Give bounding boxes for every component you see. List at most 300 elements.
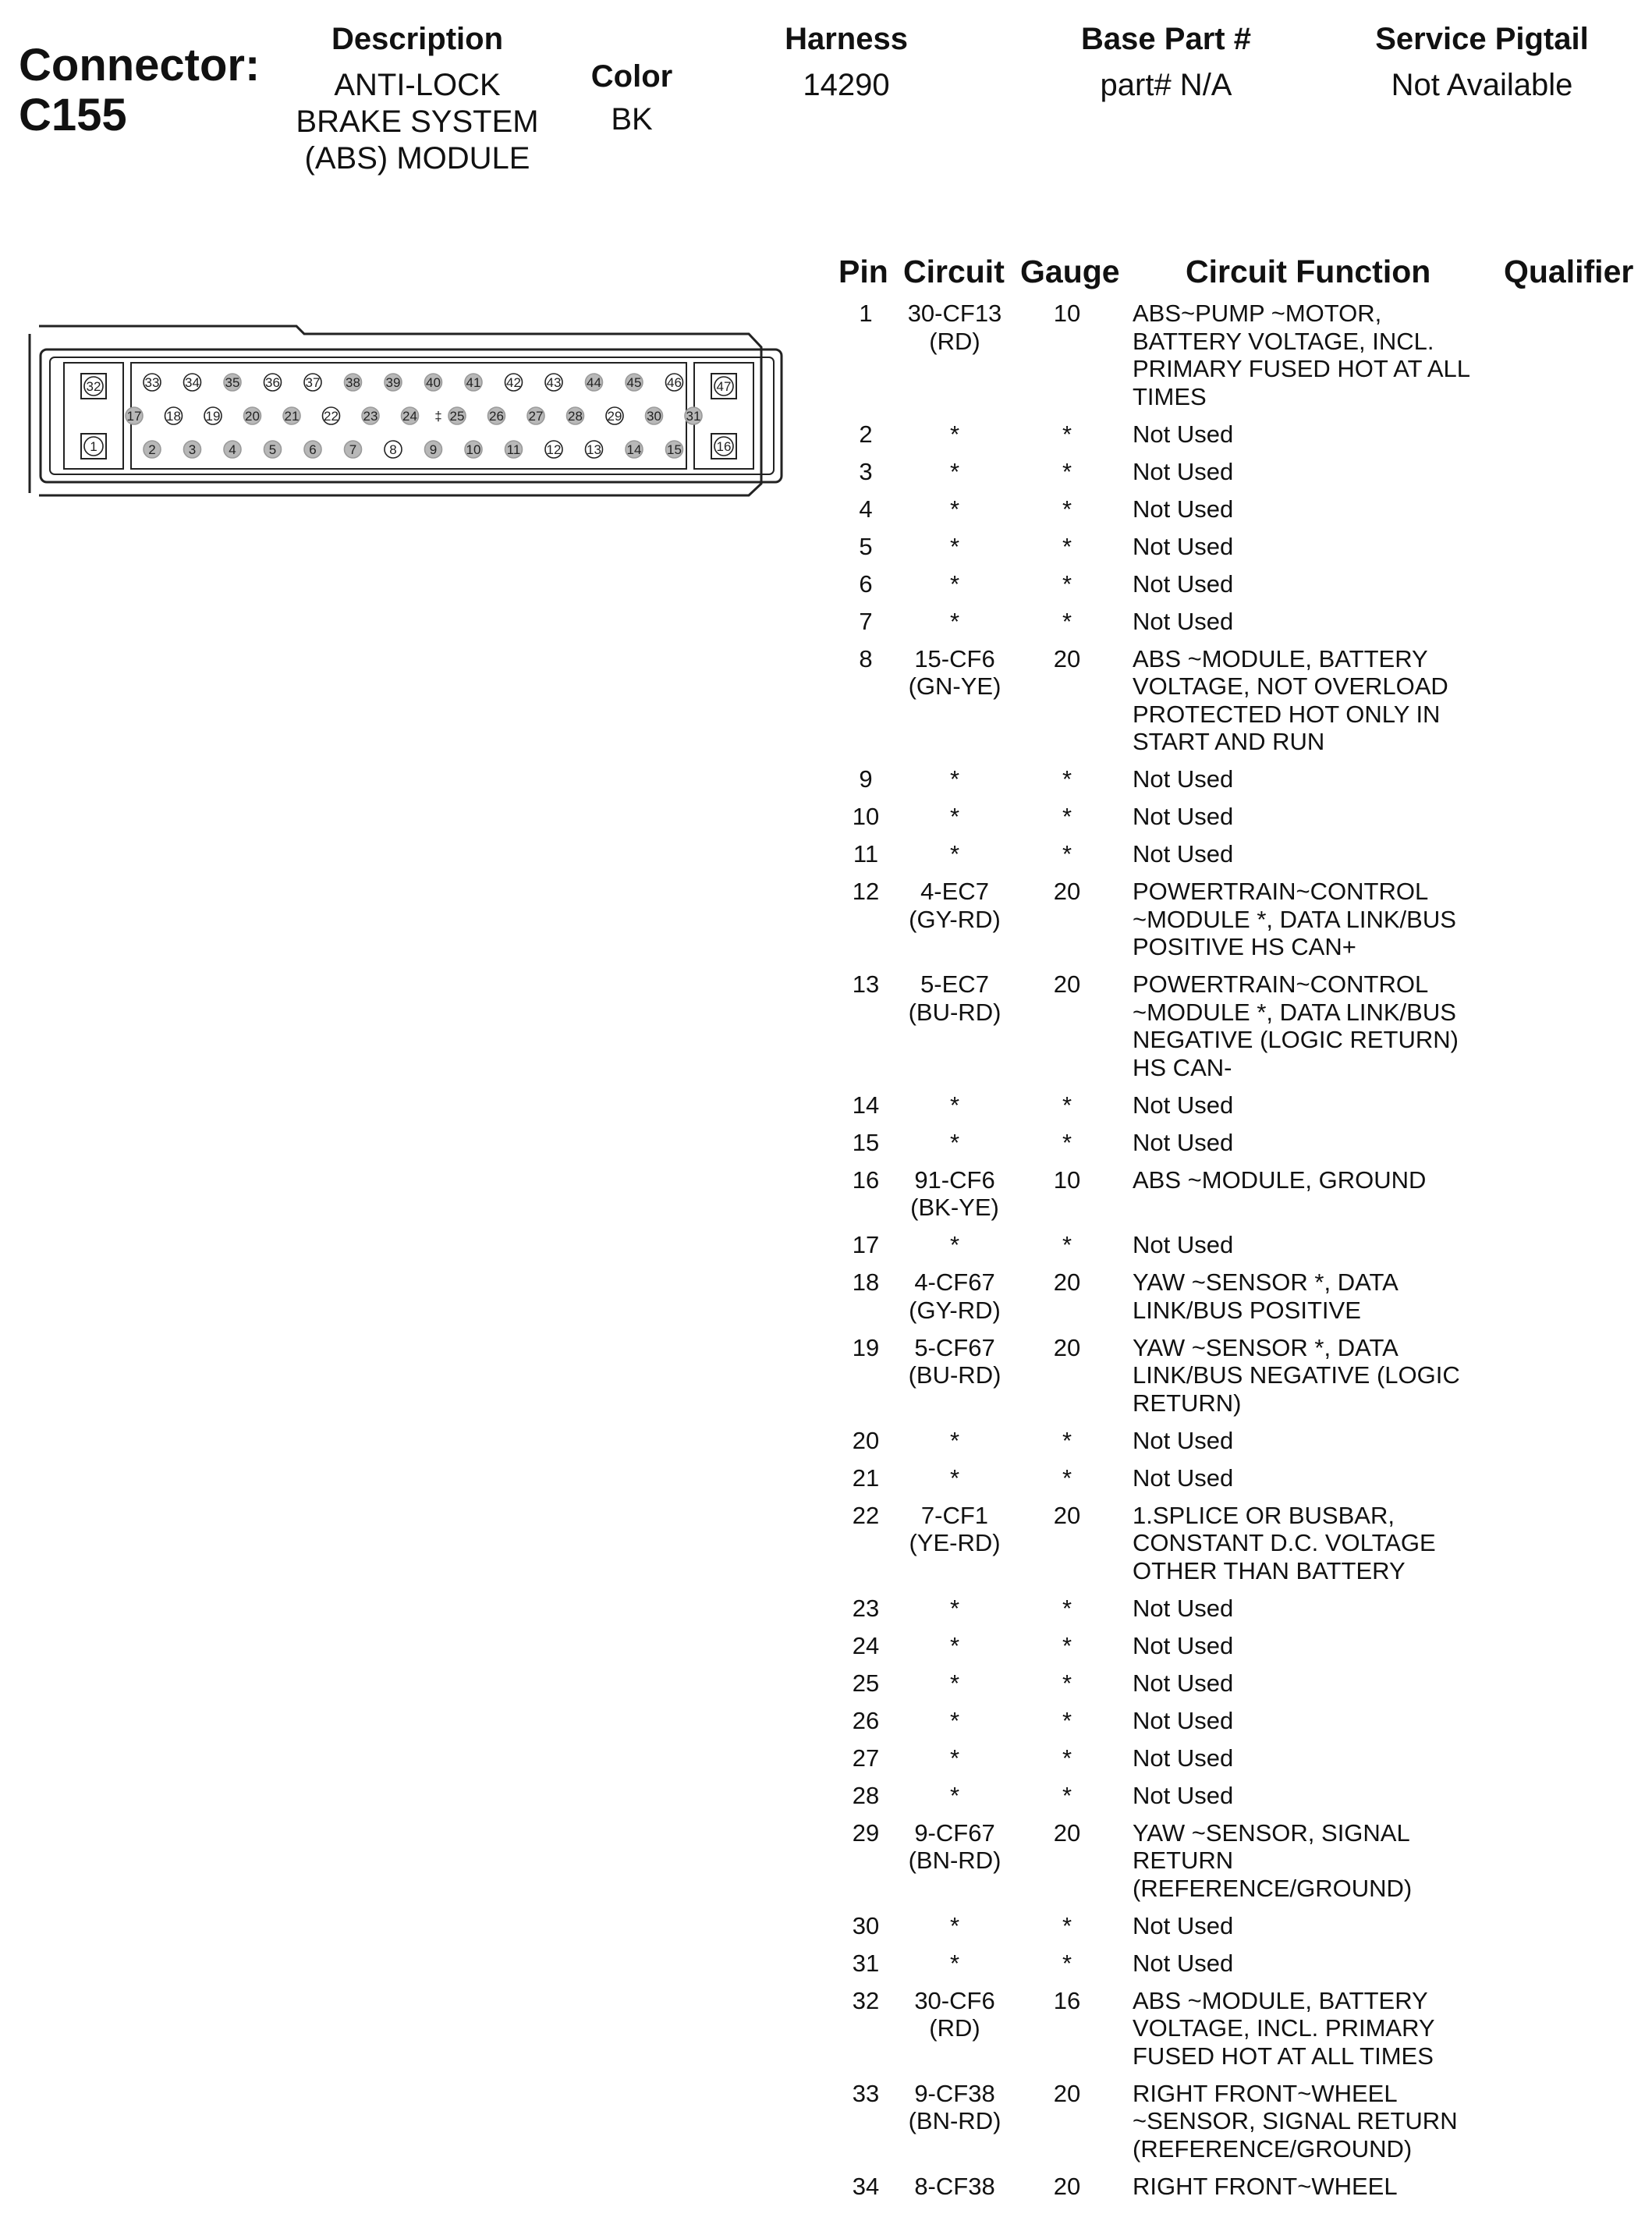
circuit-function-cell xyxy=(1133,2080,1507,2163)
circuit-function-line: (REFERENCE/GROUND) xyxy=(1133,1874,1413,1902)
pin-number: 25 xyxy=(852,1669,880,1697)
table-row xyxy=(0,458,1652,495)
connector-pin-label: 39 xyxy=(385,375,401,390)
service-pigtail-value: Not Available xyxy=(1391,68,1573,102)
circuit-cell xyxy=(892,1782,1017,1810)
circuit-function-cell xyxy=(1133,645,1507,756)
circuit-function-line: LINK/BUS POSITIVE xyxy=(1133,1296,1361,1324)
gauge-value: * xyxy=(1062,1706,1072,1734)
circuit-cell xyxy=(892,1595,1017,1623)
pin-number: 28 xyxy=(852,1781,880,1809)
circuit-function-line: YAW ~SENSOR *, DATA xyxy=(1133,1333,1399,1361)
table-row xyxy=(0,533,1652,570)
circuit-line: * xyxy=(949,607,960,635)
circuit-function-cell xyxy=(1133,1819,1507,1903)
circuit-function-line: Not Used xyxy=(1133,1091,1234,1119)
connector-pin-label: 40 xyxy=(426,375,441,390)
gauge-value: * xyxy=(1062,1669,1072,1697)
table-row xyxy=(0,1987,1652,2080)
circuit-function-cell xyxy=(1133,765,1507,793)
pin-number: 32 xyxy=(852,1986,880,2014)
gauge-value: * xyxy=(1062,569,1072,598)
circuit-function-cell xyxy=(1133,1669,1507,1698)
gauge-value: * xyxy=(1062,840,1072,868)
pin-number: 19 xyxy=(852,1333,880,1361)
circuit-function-line: YAW ~SENSOR *, DATA xyxy=(1133,1268,1399,1296)
gauge-value: * xyxy=(1062,1464,1072,1492)
circuit-function-cell xyxy=(1133,420,1507,449)
circuit-line: 5-CF67 xyxy=(914,1333,995,1361)
gauge-value: * xyxy=(1062,420,1072,448)
circuit-function-cell xyxy=(1133,495,1507,523)
circuit-function-line: Not Used xyxy=(1133,607,1234,635)
connector-pin-label: 37 xyxy=(305,375,321,390)
circuit-line: * xyxy=(949,1231,960,1258)
table-row xyxy=(0,1707,1652,1744)
circuit-function-line: Not Used xyxy=(1133,1781,1234,1809)
circuit-function-cell xyxy=(1133,878,1507,961)
connector-pin-label: 20 xyxy=(245,409,260,424)
table-row xyxy=(0,2173,1652,2210)
circuit-line: * xyxy=(949,1464,960,1492)
pin-number: 20 xyxy=(852,1426,880,1454)
gauge-value: 16 xyxy=(1053,1986,1081,2014)
table-row xyxy=(0,1166,1652,1232)
gauge-value: * xyxy=(1062,1911,1072,1939)
circuit-function-line: VOLTAGE, NOT OVERLOAD xyxy=(1133,672,1448,700)
color-label: Color xyxy=(590,59,673,94)
pin-number: 27 xyxy=(852,1744,880,1772)
pin-number: 33 xyxy=(852,2079,880,2107)
circuit-function-cell xyxy=(1133,300,1507,410)
circuit-function-line: OTHER THAN BATTERY xyxy=(1133,1556,1406,1584)
gauge-value: * xyxy=(1062,457,1072,485)
pin-number: 29 xyxy=(852,1818,880,1847)
circuit-function-line: Not Used xyxy=(1133,532,1234,560)
table-header xyxy=(0,251,1652,295)
circuit-function-line: Not Used xyxy=(1133,1706,1234,1734)
circuit-line: * xyxy=(949,1744,960,1772)
connector-pin-label: 46 xyxy=(667,375,682,390)
connector-pin-label: 38 xyxy=(346,375,360,390)
table-row xyxy=(0,2080,1652,2173)
circuit-line: (RD) xyxy=(929,327,980,355)
circuit-function-line: Not Used xyxy=(1133,569,1234,598)
table-row xyxy=(0,1268,1652,1334)
circuit-cell xyxy=(892,533,1017,561)
circuit-function-line: RETURN) xyxy=(1133,1389,1242,1417)
gauge-value: * xyxy=(1062,1744,1072,1772)
table-row xyxy=(0,1912,1652,1950)
pin-number: 1 xyxy=(859,300,873,327)
circuit-function-line: ABS ~MODULE, GROUND xyxy=(1133,1166,1427,1194)
gauge-value: 20 xyxy=(1053,1818,1081,1847)
base-part-block xyxy=(1045,20,1287,104)
connector-pin-label: 4 xyxy=(229,442,236,457)
connector-pin-label: 44 xyxy=(587,375,601,390)
circuit-function-line: RIGHT FRONT~WHEEL xyxy=(1133,2079,1398,2107)
circuit-function-cell xyxy=(1133,458,1507,486)
circuit-function-cell xyxy=(1133,1744,1507,1772)
circuit-function-line: RETURN xyxy=(1133,1847,1234,1874)
pin-number: 21 xyxy=(852,1464,880,1492)
pin-number: 17 xyxy=(852,1231,880,1258)
circuit-cell xyxy=(892,645,1017,701)
pin-number: 9 xyxy=(859,765,873,793)
connector-pin-label: 24 xyxy=(402,409,417,424)
table-row xyxy=(0,1464,1652,1502)
pin-number: 10 xyxy=(852,803,880,830)
circuit-function-line: ~SENSOR, SIGNAL RETURN xyxy=(1133,2107,1458,2134)
connector-pin-label: 23 xyxy=(363,409,378,424)
circuit-line: * xyxy=(949,495,960,523)
color-value: BK xyxy=(611,102,653,137)
column-header-qualifier: Qualifier xyxy=(1504,254,1634,289)
pin-number: 23 xyxy=(852,1594,880,1622)
circuit-cell xyxy=(892,1464,1017,1492)
circuit-line: (GY-RD) xyxy=(909,905,1001,933)
connector-pin-label: 15 xyxy=(667,442,682,457)
pin-number: 8 xyxy=(859,644,873,672)
pin-number: 34 xyxy=(852,2172,880,2200)
color-block xyxy=(577,58,686,138)
circuit-function-line: Not Used xyxy=(1133,1594,1234,1622)
circuit-line: (BN-RD) xyxy=(908,1847,1001,1874)
pin-number: 11 xyxy=(853,840,879,868)
circuit-function-cell xyxy=(1133,1129,1507,1157)
circuit-cell xyxy=(892,803,1017,831)
connector-pin-label: 27 xyxy=(528,409,544,424)
connector-pin-label: 34 xyxy=(185,375,200,390)
circuit-function-cell xyxy=(1133,608,1507,636)
circuit-line: 30-CF13 xyxy=(907,300,1002,327)
circuit-function-line: Not Used xyxy=(1133,1911,1234,1939)
circuit-cell xyxy=(892,1819,1017,1875)
circuit-line: * xyxy=(949,1706,960,1734)
circuit-function-cell xyxy=(1133,1912,1507,1940)
circuit-line: 8-CF38 xyxy=(914,2172,995,2200)
gauge-value: * xyxy=(1062,765,1072,793)
circuit-function-line: 1.SPLICE OR BUSBAR, xyxy=(1133,1501,1395,1529)
description-line: ANTI-LOCK xyxy=(334,68,501,102)
harness-label: Harness xyxy=(785,22,908,56)
table-row xyxy=(0,1744,1652,1782)
table-row xyxy=(0,1427,1652,1464)
gauge-value: * xyxy=(1062,1426,1072,1454)
circuit-function-line: Not Used xyxy=(1133,1426,1234,1454)
circuit-cell xyxy=(892,1129,1017,1157)
circuit-function-line: Not Used xyxy=(1133,1464,1234,1492)
table-row xyxy=(0,1334,1652,1427)
gauge-value: 10 xyxy=(1053,300,1081,327)
connector-pin-label: 28 xyxy=(568,409,583,424)
gauge-value: 20 xyxy=(1053,2079,1081,2107)
gauge-value: 20 xyxy=(1053,1268,1081,1296)
circuit-cell xyxy=(892,1427,1017,1455)
connector-label: Connector: xyxy=(19,40,261,90)
circuit-line: * xyxy=(949,1594,960,1622)
circuit-function-cell xyxy=(1133,533,1507,561)
connector-pin-label: 6 xyxy=(309,442,317,457)
table-row xyxy=(0,765,1652,803)
circuit-function-line: Not Used xyxy=(1133,1128,1234,1156)
circuit-line: * xyxy=(949,803,960,830)
circuit-line: * xyxy=(949,532,960,560)
circuit-cell xyxy=(892,1912,1017,1940)
circuit-function-line: POSITIVE HS CAN+ xyxy=(1133,933,1356,960)
gauge-value: * xyxy=(1062,1781,1072,1809)
circuit-line: 7-CF1 xyxy=(920,1501,989,1529)
table-row xyxy=(0,1782,1652,1819)
connector-title xyxy=(19,41,260,140)
table-row xyxy=(0,570,1652,608)
connector-pin-label: 5 xyxy=(268,442,277,457)
table-row xyxy=(0,878,1652,970)
column-header-gauge: Gauge xyxy=(1020,254,1120,289)
connector-pin-label: 10 xyxy=(466,442,481,457)
circuit-line: * xyxy=(949,1911,960,1939)
description-label: Description xyxy=(331,22,504,56)
circuit-function-line: HS CAN- xyxy=(1133,1053,1232,1081)
pin-number: 30 xyxy=(852,1911,880,1939)
circuit-cell xyxy=(892,1744,1017,1772)
connector-pin-label: 8 xyxy=(389,442,397,457)
circuit-cell xyxy=(892,1231,1017,1259)
service-pigtail-block xyxy=(1342,20,1622,104)
circuit-function-line: Not Used xyxy=(1133,1631,1234,1659)
table-row xyxy=(0,970,1652,1091)
base-part-value: part# N/A xyxy=(1100,68,1232,102)
pin-number: 24 xyxy=(852,1631,880,1659)
connector-pin-label: 30 xyxy=(647,409,661,424)
circuit-function-line: START AND RUN xyxy=(1133,728,1325,755)
gauge-value: * xyxy=(1062,1949,1072,1977)
gauge-value: 20 xyxy=(1053,644,1081,672)
pin-table-body xyxy=(0,300,1652,2210)
connector-pin-label: 3 xyxy=(188,442,197,457)
circuit-line: * xyxy=(949,1781,960,1809)
circuit-line: (RD) xyxy=(929,2014,980,2042)
column-header-pin: Pin xyxy=(838,254,888,289)
circuit-line: 91-CF6 xyxy=(914,1166,995,1194)
gauge-value: 20 xyxy=(1053,2172,1081,2200)
connector-pin-label: 9 xyxy=(429,442,438,457)
table-row xyxy=(0,495,1652,533)
gauge-value: * xyxy=(1062,1128,1072,1156)
column-header-circuit-function: Circuit Function xyxy=(1186,254,1431,289)
gauge-value: * xyxy=(1062,1231,1072,1258)
connector-pin-label: 26 xyxy=(489,409,504,424)
circuit-function-cell xyxy=(1133,840,1507,868)
connector-pin-label: 7 xyxy=(349,442,357,457)
gauge-value: * xyxy=(1062,803,1072,830)
circuit-cell xyxy=(892,1707,1017,1735)
connector-pin-label: 12 xyxy=(546,442,562,457)
table-row xyxy=(0,840,1652,878)
circuit-cell xyxy=(892,2173,1017,2201)
circuit-function-line: Not Used xyxy=(1133,457,1234,485)
circuit-function-cell xyxy=(1133,2173,1507,2201)
gauge-value: 20 xyxy=(1053,970,1081,998)
pin-number: 4 xyxy=(859,495,873,523)
pin-number: 31 xyxy=(852,1949,880,1977)
circuit-cell xyxy=(892,495,1017,523)
connector-pin-label: 33 xyxy=(144,375,160,390)
circuit-line: 15-CF6 xyxy=(914,644,995,672)
gauge-value: 20 xyxy=(1053,1333,1081,1361)
circuit-function-line: Not Used xyxy=(1133,803,1234,830)
connector-pin-label: 13 xyxy=(587,442,601,457)
connector-pin-label: 22 xyxy=(324,409,339,424)
gauge-value: 20 xyxy=(1053,878,1081,905)
pin-number: 6 xyxy=(859,569,873,598)
circuit-function-line: Not Used xyxy=(1133,840,1234,868)
circuit-function-line: CONSTANT D.C. VOLTAGE xyxy=(1133,1529,1436,1556)
gauge-value: * xyxy=(1062,532,1072,560)
pin-number: 2 xyxy=(859,420,873,448)
circuit-cell xyxy=(892,420,1017,449)
table-row xyxy=(0,608,1652,645)
circuit-cell xyxy=(892,1950,1017,1978)
circuit-line: (GN-YE) xyxy=(908,672,1001,700)
circuit-function-line: ~MODULE *, DATA LINK/BUS xyxy=(1133,905,1456,933)
connector-pin-label: 41 xyxy=(466,375,481,390)
circuit-function-line: POWERTRAIN~CONTROL xyxy=(1133,878,1429,905)
circuit-line: * xyxy=(949,1669,960,1697)
circuit-function-line: ABS ~MODULE, BATTERY xyxy=(1133,644,1428,672)
circuit-line: (YE-RD) xyxy=(909,1529,1001,1556)
connector-pin-label: 1 xyxy=(90,439,97,454)
circuit-line: 4-EC7 xyxy=(920,878,989,905)
circuit-function-line: TIMES xyxy=(1133,382,1207,410)
circuit-line: * xyxy=(949,457,960,485)
circuit-line: (GY-RD) xyxy=(909,1296,1001,1324)
gauge-value: 10 xyxy=(1053,1166,1081,1194)
circuit-cell xyxy=(892,1091,1017,1119)
circuit-function-line: YAW ~SENSOR, SIGNAL xyxy=(1133,1818,1410,1847)
pin-number: 3 xyxy=(859,457,873,485)
gauge-value: * xyxy=(1062,495,1072,523)
circuit-function-cell xyxy=(1133,1464,1507,1492)
table-row xyxy=(0,1231,1652,1268)
pin-number: 14 xyxy=(852,1091,880,1119)
service-pigtail-label: Service Pigtail xyxy=(1375,22,1589,56)
circuit-function-line: POWERTRAIN~CONTROL xyxy=(1133,970,1429,998)
connector-pin-label: 18 xyxy=(166,409,181,424)
gauge-value: * xyxy=(1062,1631,1072,1659)
circuit-function-line: ABS ~MODULE, BATTERY xyxy=(1133,1986,1428,2014)
connector-pin-label: 2 xyxy=(148,442,156,457)
circuit-function-cell xyxy=(1133,970,1507,1081)
table-row xyxy=(0,300,1652,420)
harness-block xyxy=(749,20,944,104)
circuit-line: 30-CF6 xyxy=(914,1986,995,2014)
circuit-function-cell xyxy=(1133,1091,1507,1119)
table-row xyxy=(0,1950,1652,1987)
connector-pin-label: 25 xyxy=(449,409,465,424)
circuit-line: * xyxy=(949,840,960,868)
table-row xyxy=(0,1632,1652,1669)
pin-number: 13 xyxy=(852,970,880,998)
circuit-line: * xyxy=(949,1949,960,1977)
circuit-function-cell xyxy=(1133,1950,1507,1978)
base-part-label: Base Part # xyxy=(1081,22,1251,56)
circuit-line: 9-CF67 xyxy=(914,1818,995,1847)
circuit-cell xyxy=(892,970,1017,1026)
description-line: BRAKE SYSTEM xyxy=(296,105,539,139)
table-row xyxy=(0,645,1652,766)
circuit-line: * xyxy=(949,1426,960,1454)
connector-pin-label: 11 xyxy=(506,442,521,457)
pin-number: 18 xyxy=(852,1268,880,1296)
circuit-line: * xyxy=(949,1128,960,1156)
circuit-cell xyxy=(892,1669,1017,1698)
description-value xyxy=(281,67,554,177)
circuit-function-line: (REFERENCE/GROUND) xyxy=(1133,2134,1413,2163)
circuit-function-line: RIGHT FRONT~WHEEL xyxy=(1133,2172,1398,2200)
circuit-cell xyxy=(892,1632,1017,1660)
pin-number: 22 xyxy=(852,1501,880,1529)
description-block xyxy=(281,20,554,177)
circuit-function-line: Not Used xyxy=(1133,420,1234,448)
connector-pin-label: 16 xyxy=(716,439,732,454)
circuit-cell xyxy=(892,840,1017,868)
table-row xyxy=(0,1819,1652,1912)
circuit-cell xyxy=(892,1334,1017,1389)
connector-pin-label: 19 xyxy=(205,409,221,424)
circuit-function-line: Not Used xyxy=(1133,1744,1234,1772)
pin-number: 7 xyxy=(859,607,873,635)
table-row xyxy=(0,1502,1652,1595)
circuit-function-line: PROTECTED HOT ONLY IN xyxy=(1133,700,1441,728)
connector-pin-label: 47 xyxy=(716,379,732,394)
circuit-function-cell xyxy=(1133,570,1507,598)
circuit-function-cell xyxy=(1133,1166,1507,1194)
circuit-line: * xyxy=(949,765,960,793)
pin-number: 16 xyxy=(852,1166,880,1194)
gauge-value: * xyxy=(1062,607,1072,635)
circuit-function-cell xyxy=(1133,1632,1507,1660)
connector-pin-label: 17 xyxy=(126,409,142,424)
circuit-line: 9-CF38 xyxy=(914,2079,995,2107)
circuit-function-line: Not Used xyxy=(1133,1231,1234,1258)
connector-pin-label: 42 xyxy=(506,375,521,390)
connector-pin-label: 29 xyxy=(607,409,622,424)
pin-number: 5 xyxy=(859,532,873,560)
description-line: (ABS) MODULE xyxy=(304,141,530,176)
circuit-cell xyxy=(892,765,1017,793)
circuit-function-line: PRIMARY FUSED HOT AT ALL xyxy=(1133,355,1471,382)
circuit-line: * xyxy=(949,1091,960,1119)
circuit-cell xyxy=(892,1502,1017,1557)
pin-number: 15 xyxy=(852,1128,880,1156)
table-row xyxy=(0,1669,1652,1707)
gauge-value: * xyxy=(1062,1091,1072,1119)
circuit-function-line: Not Used xyxy=(1133,1669,1234,1697)
connector-pin-label: 14 xyxy=(626,442,642,457)
circuit-cell xyxy=(892,300,1017,355)
connector-pin-label: 45 xyxy=(626,375,642,390)
harness-value: 14290 xyxy=(803,68,890,102)
circuit-function-line: FUSED HOT AT ALL TIMES xyxy=(1133,2042,1434,2070)
circuit-function-cell xyxy=(1133,1334,1507,1417)
pin-number: 26 xyxy=(852,1706,880,1734)
table-row xyxy=(0,803,1652,840)
circuit-line: 5-EC7 xyxy=(920,970,989,998)
circuit-function-cell xyxy=(1133,1782,1507,1810)
circuit-function-cell xyxy=(1133,1231,1507,1259)
circuit-cell xyxy=(892,1166,1017,1222)
